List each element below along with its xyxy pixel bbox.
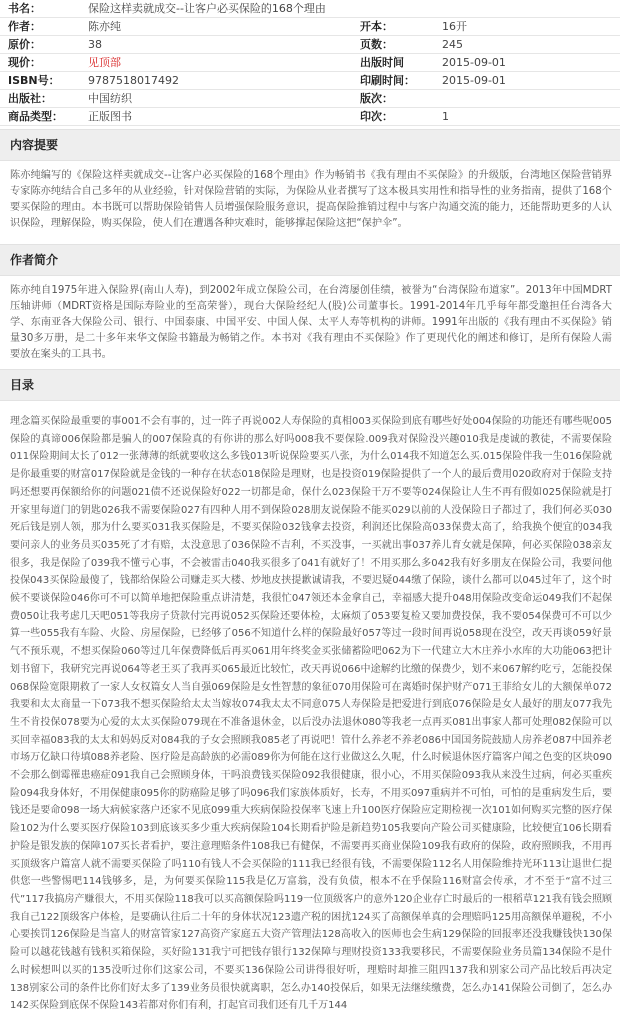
content-summary-heading: 内容提要 [0,129,620,161]
info-value: 陈亦纯 [80,18,352,36]
table-of-contents-text: 理念篇买保险最重要的事001不会有事的，过一阵子再说002人寿保险的真相003买保险到底有哪些好处004保险的功能还有哪些呢005保险的真谛006保险都是骗人的007保险真的有你讲的那么好吗008我不要保险.009我对保险没兴趣010我是虔诚的教徒，不需要保险011保险期间太长了012一张薄薄的纸就要收这么多钱013听说保险要买八张，为什么014我不知道怎么买.015保险伴我一生016保险就是你最重要的财富017保险就是金钱的一种存在状态018保险是理财，也是投资019保险提供了一个人的最后费用020政府对于保险支持吗还想要再保额给你的问题021债不还说保险好022一切都是命，保什么023保险干万不要等024保险让人生不再有假如025保险就是打开家里每道门的钥匙026我不需要保险027有四种人用不到保险028朋友说保险不能买029以前的人没保险日子都过了，我们何必买030死后钱是别人领，那为什么要买031我买保险是，不要买保险032钱拿去投资，利润还比保险高033保费太高了，给我换个便宜的034我要问亲人的业务员买035死了才有赔，太没意思了036保险不吉利，不买没事，一买就出事037养儿育女就是保障，何必买保险038亲友很多，我是保险了039我不懂亏心事，不会被雷击040我买很多了041有就好了！不用买那么多042我有好多朋友在保险公司，我要问他投保043买保险最傻了，钱都给保险公司赚走买大楼、炒地皮挟提歉诚请我，不要迟疑044缴了保险，谈什么都可以045过年了，这个时候不要谈保险046你可不可以简单地把保险重点讲清楚，我很忙047领还本金拿自己，幸福感大提升048用保险改变命运049我们不起保费050让我考虑几天吧051等我房子贷款付完再说052买保险还要体检，太麻烦了053要复检又要加费投保，我不要054保费可不可以少算一些055我有车险、火险、房屋保险，已经够了056不知道什么样的保险最好057等过一段时间再说058现在没空，改天再谈059好景气不预乐观，不想买保险060等过几年保费降低后再买061用年终奖金买张储蓄险吧062为下一代建立大木庄养小水库的大功能063把计划书留下，我研究完再说064等老王买了我再买065最近比较忙，改天再说066中途解约比缴的保费少，划不来067解约吃亏，怎能投保068保险宽限期救了一家人女权篇女人当自强069保险是女性智慧的象征070用保险可在离婚时保护财产071王菲给女儿的大额保单072我要和太太商量一下073我不想买保险给太太当嫁妆074我太太不同意075人寿保险是把爱进行到底076保险是女人最好的朋友077我先生不肯投保078要为心爱的太太买保险079现在不准备退休金，以后没办法退休080等我老一点再买081出事家人都可处理082保险可以买回幸福083我的太太和妈妈反对084我的子女会照顾我085老了再说吧！管什么养老不养老086中国国务院鼓励人房养老087中国养老市场万亿缺口待填088养老险、医疗险是高龄族的必需089你为何能在这行业做这么久呢，什么时候退休医疗篇客户闻之色变的区块090不会那么倒霉罹患癌症091我自己会照顾身体，干吗浪费钱买保险092我很健康，很小心，不用买保险093我从来没生过病，何必买重疾险094我身体好，不用保健康095你的防癌险足够了吗096我们家族体质好，长寿，不用买097重病并不可怕，可怕的是重病发生后，要钱还是要命098一场大病候家落户还家不见底099重大疾病保险投保率飞速上升100医疗保险应定期检视一次101如何购买完整的医疗保险102为什么要买医疗保险103到底该买多少重大疾病保险104长期看护险是新趋势105我要向产险公司买健康险，比较便宜106长期看护险是银发族的保障107买长者看护，要注意理赔条件108我已有健保，不需要再买商业保险109我有政府的保险，政府照顾我，不用再买顶级客户篇富人就不需要买保险了吗110有钱人不会买保险的111我已经很有钱，不需要保险112名人用保险维持光环113让退世仁提供您一些警惕吧114钱够多，是，为何要买保险115我是亿万富翁，没有负债，根本不在乎保险116财富会传承，才不至于“富不过三代”117我搞房产赚很大，不用买保险118我可以买高额保险吗119一位顶级客户的意外120企业存亡时最后的一根稻草121我有钱会照顾我自己122顶级客户体检，是要确认往后二十年的身体状况123遗产税的困扰124买了高额保单真的会理赔吗125用高额保单避税，不小心要挨罚126保险是当富人的财富管家127高资产家庭五大资产管理法128高收入的医师也会生病129保险的回报率还没我赚钱快130保险可以越花钱越有钱积买箱保险，买好险131我宁可把钱存银行132保障与理财投资133我要移民，不需要保险业务员篇134保险不是什么时候想叫以买的135没听过你们这家公司，不要买136保险公司讲得很好听，理赔时却推三阻四137我和别家公司产品比较后再决定138别家公司的条件比你们好太多了139业务员很快就离职，怎么办140投保后，如果无法继续缴费，怎么办141保险公司倒了，怎么办142买保险到底保不保险143若都对你们有利，打起官司我们还有几千万144 [10,416,612,1012]
info-key: 印次： [352,108,434,126]
info-row [0,72,620,90]
info-key: 现价： [0,54,80,72]
content-summary-text: 陈亦纯编写的《保险这样卖就成交--让客户必买保险的168个理由》作为畅销书《我有理由不买保险》的升级版，台湾地区保险营销界专家陈亦纯结合自己多年的从业经验，针对保险营销的实际，为保险从业者撰写了这本极具实用性和指导性的业务指南，提供了168个要买保险的理由。本书既可以帮助保险销售人员增强保险服务意识，提高保险推销过程中与客户沟通交流的能力，还能帮助更多的人认识保险，理解保险，购买保险，使人们在遭遇各种灾难时，能够撑起保险这把“保护伞”。 [10,170,612,229]
info-key: 页数： [352,36,434,54]
info-value: 38 [80,36,352,54]
info-row-title [0,0,620,18]
table-of-contents-section [0,369,620,1012]
info-value: 2015-09-01 [434,72,620,90]
info-value: 中国纺织 [80,90,352,108]
book-info-table [0,0,620,126]
info-key: 出版社： [0,90,80,108]
content-summary-section [0,129,620,241]
author-bio-text: 陈亦纯自1975年进入保险界(南山人寿)，到2002年成立保险公司，在台湾屡创佳绩，被誉为“台湾保险布道家”。2013年中国MDRT压轴讲师（MDRT资格是国际寿险业的至高荣誉），现台大保险经纪人(股)公司董事长。1991-2014年几乎每年都受邀担任台湾各大学、东南亚各大保险公司、银行、中国泰康、中国平安、中国人保、太平人寿等机构的讲师。1991年出版的《我有理由不买保险》销量30多万册，是二十多年来华文保险书籍最为畅销之作。本书对《我有理由不买保险》作了更现代化的阐述和修订，是所有保险人需要放在案头的工具书。 [10,285,612,360]
info-row [0,108,620,126]
info-key: 商品类型： [0,108,80,126]
author-bio-section [0,244,620,366]
info-key: 版次： [352,90,434,108]
info-row [0,36,620,54]
info-row [0,54,620,72]
info-key: ISBN号： [0,72,80,90]
info-value: 245 [434,36,620,54]
info-key: 作者： [0,18,80,36]
author-bio-heading: 作者简介 [0,244,620,276]
info-value: 1 [434,108,620,126]
info-key: 原价： [0,36,80,54]
info-value [434,90,620,108]
info-value: 16开 [434,18,620,36]
info-key: 印刷时间： [352,72,434,90]
info-value-book-title: 保险这样卖就成交--让客户必买保险的168个理由 [80,0,620,18]
info-key: 开本： [352,18,434,36]
info-value: 正版图书 [80,108,352,126]
info-value: 9787518017492 [80,72,352,90]
info-row [0,90,620,108]
table-of-contents-heading: 目录 [0,369,620,401]
info-value: 2015-09-01 [434,54,620,72]
current-price-link[interactable]: 见顶部 [80,54,352,72]
info-key: 出版时间 [352,54,434,72]
info-key: 书名： [0,0,80,18]
info-row [0,18,620,36]
